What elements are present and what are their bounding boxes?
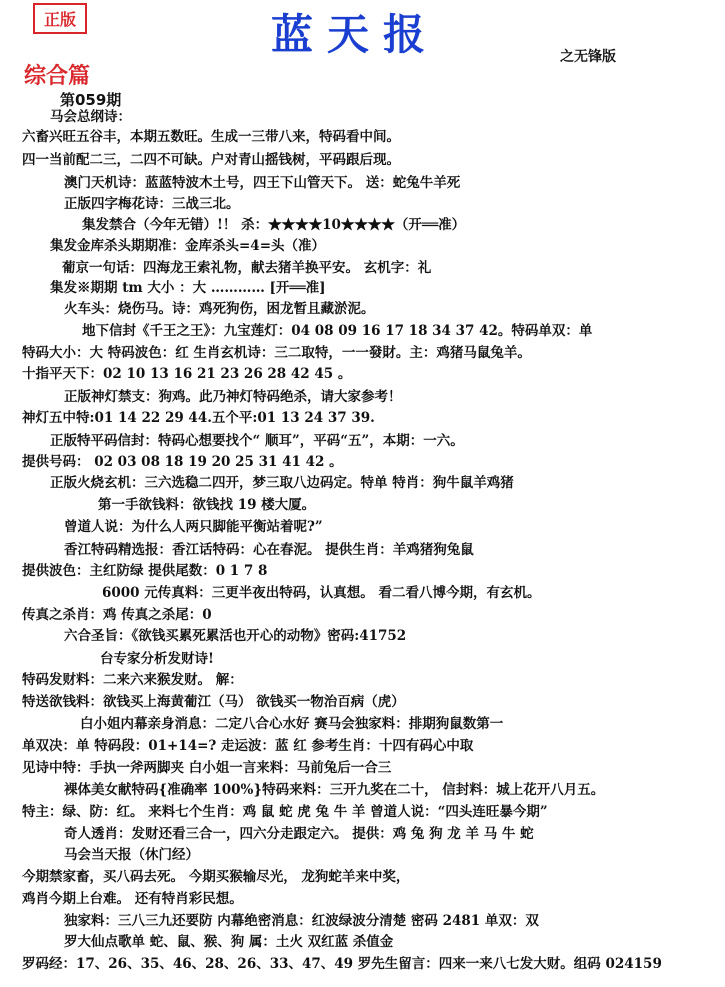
text-line: 四一当前配二三，二四不可缺。户对青山摇钱树，平码跟后现。: [22, 152, 400, 168]
text-line: 单双决：单 特码段：01+14=? 走运波：蓝 红 参考生肖：十四有码心中取: [22, 738, 474, 754]
text-line: 裸体美女献特码{准确率 100%}特码来料：三开九奖在二十， 信封料：城上花开八月五。: [64, 782, 605, 798]
text-line: 特主：绿、防：红。 来料七个生肖：鸡 鼠 蛇 虎 兔 牛 羊 曾道人说：“四头连旺暴今期”: [22, 804, 548, 820]
text-line: 鸡肖今期上台难。 还有特肖彩民想。: [22, 891, 243, 907]
text-line: 罗码经：17、26、35、46、28、26、33、47、49 罗先生留言：四来一来八七发大财。组码 024159: [22, 956, 662, 972]
text-line: 6000 元传真料：三更半夜出特码，认真想。 看二看八博今期，有玄机。: [102, 585, 541, 601]
text-line: 火车头：烧伤马。诗：鸡死狗伤，困龙暂且藏淤泥。: [64, 301, 375, 317]
text-line: 第一手欲钱料：欲钱找 19 楼大厦。: [98, 497, 316, 513]
text-line: 集发※期期 tm 大小 ：大 ………… [开══准]: [50, 280, 326, 296]
text-line: 奇人透肖：发财还看三合一，四六分走跟定六。 提供：鸡 兔 狗 龙 羊 马 牛 蛇: [64, 826, 534, 842]
text-line: 正版神灯禁支：狗鸡。此乃神灯特码绝杀，请大家参考！: [64, 389, 402, 405]
text-line: 六畜兴旺五谷丰，本期五数旺。生成一三带八来，特码看中间。: [22, 129, 400, 145]
text-line: 集发金库杀头期期准：金库杀头=4=头（准）: [50, 238, 326, 254]
text-line: 罗大仙点歌单 蛇、鼠、猴、狗 属：土火 双红蓝 杀值金: [64, 934, 394, 950]
text-line: 提供号码： 02 03 08 18 19 20 25 31 41 42 。: [22, 454, 343, 470]
masthead-title: 蓝天报: [270, 10, 439, 59]
text-line: 正版特平码信封：特码心想要找个“ 顺耳”，平码“五”，本期：一六。: [50, 433, 464, 449]
issue-number: 第059期: [60, 91, 122, 109]
text-line: 特送欲钱料：欲钱买上海黄葡江（马） 欲钱买一物治百病（虎）: [22, 694, 405, 710]
text-line: 香江特码精选报：香江话特码：心在春泥。 提供生肖：羊鸡猪狗兔鼠: [64, 542, 474, 558]
text-line: 葡京一句话：四海龙王索礼物，献去猪羊换平安。 玄机字：礼: [62, 260, 432, 276]
text-line: 正版火烧玄机：三六选稳二四开，梦三取八边码定。特单 特肖：狗牛鼠羊鸡猪: [50, 475, 514, 491]
text-line: 台专家分析发财诗!: [100, 651, 214, 667]
text-line: 传真之杀肖：鸡 传真之杀尾：0: [22, 607, 212, 623]
edition-badge: 正版: [33, 3, 87, 34]
text-line: 地下信封《千王之王》：九宝莲灯：04 08 09 16 17 18 34 37 42。特码单双：单: [82, 323, 593, 339]
text-line: 六合圣旨：《欲钱买累死累活也开心的动物》密码:41752: [64, 628, 407, 644]
text-line: 特码大小：大 特码波色：红 生肖玄机诗：三二取特，一一發財。主：鸡猪马鼠兔羊。: [22, 345, 531, 361]
text-line: 见诗中特：手执一斧两脚夹 白小姐一言来料：马前兔后一合三: [22, 760, 392, 776]
text-line: 集发禁合（今年无错）!！ 杀：★★★★10★★★★（开══准）: [82, 217, 466, 233]
text-line: 今期禁家畜，买八码去死。 今期买猴输尽光， 龙狗蛇羊来中奖，: [22, 869, 410, 885]
text-line: 正版四字梅花诗：三战三北。: [64, 196, 240, 212]
text-line: 特码发财料：二来六来猴发财。 解：: [22, 672, 243, 688]
text-line: 提供波色：主红防绿 提供尾数：0 1 7 8: [22, 563, 268, 579]
edition-label: 之无锋版: [560, 49, 616, 65]
text-line: 白小姐内幕亲身消息：二定八合心水好 赛马会独家料：排期狗鼠数第一: [80, 716, 504, 732]
text-line: 独家料：三八三九还要防 内幕绝密消息：红波绿波分清楚 密码 2481 单双：双: [64, 913, 539, 929]
text-line: 十指平天下：02 10 13 16 21 23 26 28 42 45 。: [22, 366, 352, 382]
text-line: 马会当天报（休门经）: [64, 847, 199, 863]
section-title: 综合篇: [24, 64, 91, 89]
text-line: 马会总纲诗：: [50, 109, 131, 125]
text-line: 澳门天机诗：蓝蓝特波木土号，四王下山管天下。 送：蛇兔牛羊死: [64, 175, 461, 191]
text-line: 神灯五中特:01 14 22 29 44.五个平:01 13 24 37 39.: [22, 410, 375, 426]
text-line: 曾道人说：为什么人两只脚能平衡站着呢?”: [64, 519, 323, 535]
